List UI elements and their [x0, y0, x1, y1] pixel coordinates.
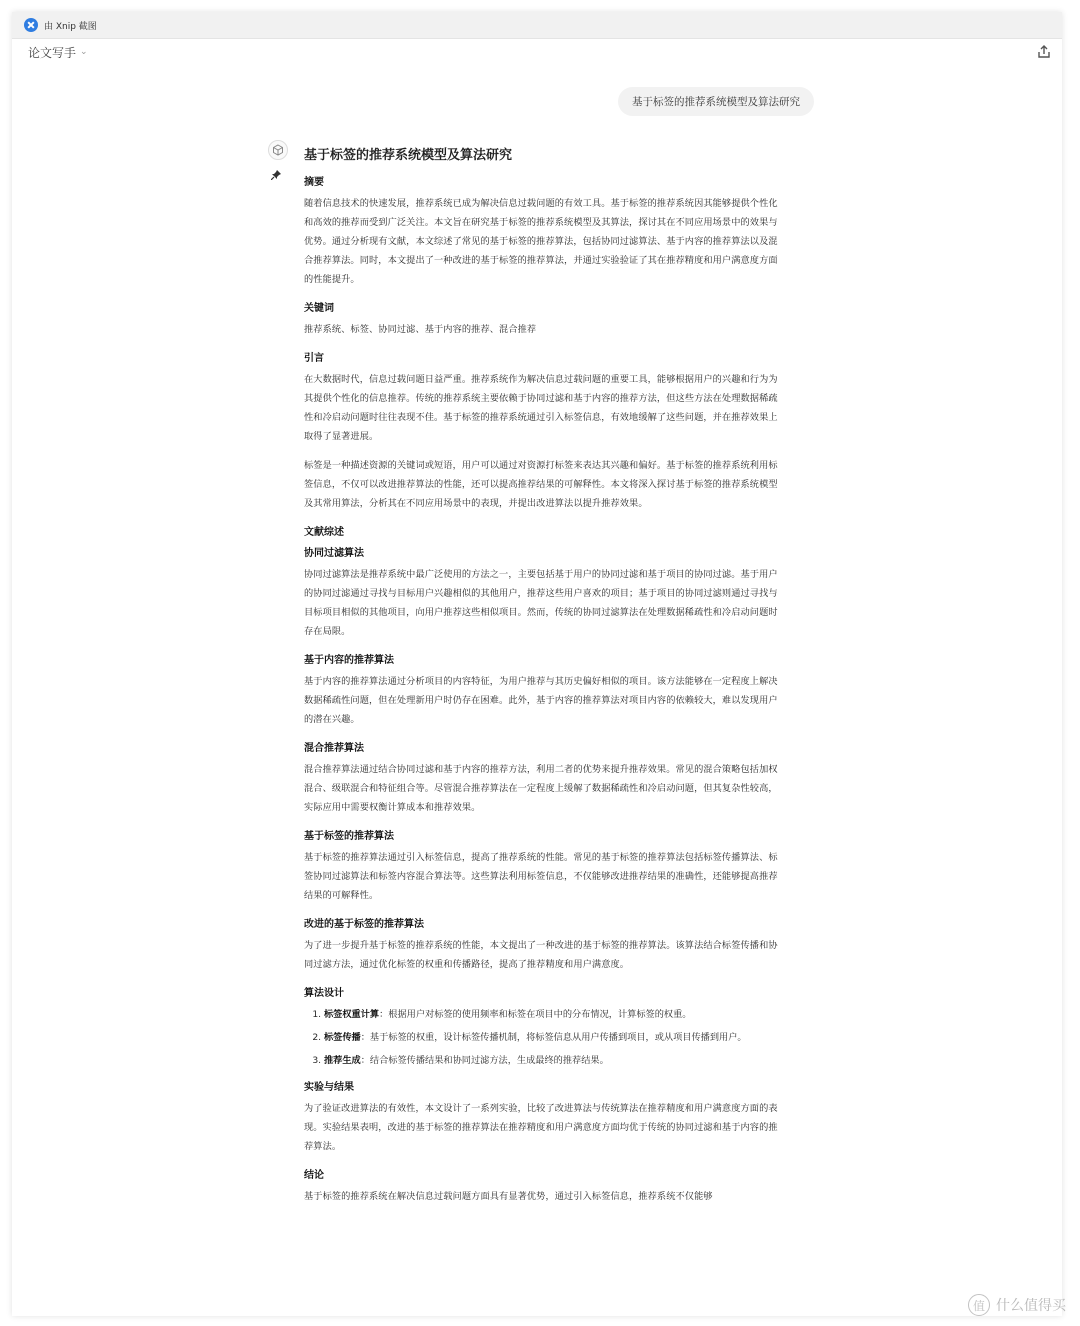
subheading-hybrid: 混合推荐算法 — [304, 743, 364, 754]
subheading-tag-based: 基于标签的推荐算法 — [304, 831, 394, 842]
list-item — [324, 1051, 780, 1070]
subheading-cf: 协同过滤算法 — [304, 548, 364, 559]
subheading-design: 算法设计 — [304, 988, 344, 999]
step-text: ：基于标签的权重，设计标签传播机制，将标签信息从用户传播到项目，或从项目传播到用户。 — [360, 1032, 747, 1043]
subheading-experiments: 实验与结果 — [304, 1082, 354, 1093]
section-heading-keywords: 关键词 — [304, 303, 334, 314]
watermark-logo-icon: 值 — [968, 1294, 990, 1316]
section-heading-abstract: 摘要 — [304, 177, 324, 188]
model-name: 论文写手 — [28, 45, 77, 60]
conclusion-text: 基于标签的推荐系统在解决信息过载问题方面具有显著优势，通过引入标签信息，推荐系统不仅能够 — [304, 1191, 713, 1202]
site-watermark — [968, 1294, 1066, 1316]
section-heading-intro: 引言 — [304, 353, 324, 364]
intro-paragraph-1: 在大数据时代，信息过载问题日益严重。推荐系统作为解决信息过载问题的重要工具，能够根据用户的兴趣和行为为其提供个性化的信息推荐。传统的推荐系统主要依赖于协同过滤和基于内容的推荐方法，但这些方法在处理数据稀疏性和冷启动问题时往往表现不佳。基于标签的推荐系统通过引入标签信息，有效地缓解了这些问题，并在推荐效果上取得了显著进展。 — [304, 374, 778, 442]
list-item — [324, 1005, 780, 1024]
step-term: 标签权重计算 — [324, 1009, 380, 1020]
xnip-logo-icon — [24, 18, 38, 32]
pin-icon[interactable] — [271, 170, 281, 183]
model-selector[interactable] — [28, 44, 88, 61]
tag-based-text: 基于标签的推荐算法通过引入标签信息，提高了推荐系统的性能。常见的基于标签的推荐算法包括标签传播算法、标签协同过滤算法和标签内容混合算法等。这些算法利用标签信息，不仅能够改进推荐结果的准确性，还能够提高推荐结果的可解释性。 — [304, 852, 778, 901]
hybrid-text: 混合推荐算法通过结合协同过滤和基于内容的推荐方法，利用二者的优势来提升推荐效果。常见的混合策略包括加权混合、级联混合和特征组合等。尽管混合推荐算法在一定程度上缓解了数据稀疏性和冷启动问题，但其复杂性较高，实际应用中需要权衡计算成本和推荐效果。 — [304, 764, 778, 813]
content-based-text: 基于内容的推荐算法通过分析项目的内容特征，为用户推荐与其历史偏好相似的项目。该方法能够在一定程度上解决数据稀疏性问题，但在处理新用户时仍存在困难。此外，基于内容的推荐算法对项目内容的依赖较大，难以发现用户的潜在兴趣。 — [304, 676, 778, 725]
step-term: 推荐生成 — [324, 1055, 361, 1066]
design-steps-list — [304, 1005, 780, 1070]
user-message-bubble: 基于标签的推荐系统模型及算法研究 — [618, 87, 814, 116]
improved-text: 为了进一步提升基于标签的推荐系统的性能，本文提出了一种改进的基于标签的推荐算法。该算法结合标签传播和协同过滤方法，通过优化标签的权重和传播路径，提高了推荐精度和用户满意度。 — [304, 940, 778, 970]
assistant-avatar — [268, 140, 288, 160]
abstract-text: 随着信息技术的快速发展，推荐系统已成为解决信息过载问题的有效工具。基于标签的推荐系统因其能够提供个性化和高效的推荐而受到广泛关注。本文旨在研究基于标签的推荐系统模型及其算法，探讨其在不同应用场景中的效果与优势。通过分析现有文献，本文综述了常见的基于标签的推荐算法，包括协同过滤算法、基于内容的推荐算法以及混合推荐算法。同时，本文提出了一种改进的基于标签的推荐算法，并通过实验验证了其在推荐精度和用户满意度方面的性能提升。 — [304, 198, 778, 285]
step-term: 标签传播 — [324, 1032, 361, 1043]
subheading-conclusion: 结论 — [304, 1170, 324, 1181]
watermark-text: 什么值得买 — [996, 1298, 1066, 1314]
subheading-improved: 改进的基于标签的推荐算法 — [304, 919, 424, 930]
chevron-down-icon: ⌄ — [80, 47, 88, 57]
intro-paragraph-2: 标签是一种描述资源的关键词或短语，用户可以通过对资源打标签来表达其兴趣和偏好。基于标签的推荐系统利用标签信息，不仅可以改进推荐算法的性能，还可以提高推荐结果的可解释性。本文将深入探讨基于标签的推荐系统模型及其常用算法，分析其在不同应用场景中的表现，并提出改进算法以提升推荐效果。 — [304, 460, 778, 509]
subheading-content-based: 基于内容的推荐算法 — [304, 655, 394, 666]
app-window — [12, 12, 1062, 1316]
share-icon[interactable] — [1036, 44, 1052, 60]
step-text: ：根据用户对标签的使用频率和标签在项目中的分布情况，计算标签的权重。 — [379, 1009, 692, 1020]
keywords-text: 推荐系统、标签、协同过滤、基于内容的推荐、混合推荐 — [304, 324, 537, 335]
response-title: 基于标签的推荐系统模型及算法研究 — [304, 148, 513, 163]
assistant-response — [304, 140, 780, 1216]
cf-text: 协同过滤算法是推荐系统中最广泛使用的方法之一，主要包括基于用户的协同过滤和基于项目的协同过滤。基于用户的协同过滤通过寻找与目标用户兴趣相似的其他用户，推荐这些用户喜欢的项目；基于项目的协同过滤则通过寻找与目标项目相似的其他项目，向用户推荐这些相似项目。然而，传统的协同过滤算法在处理数据稀疏性和冷启动问题时存在局限。 — [304, 569, 778, 637]
step-text: ：结合标签传播结果和协同过滤方法，生成最终的推荐结果。 — [360, 1055, 609, 1066]
xnip-capture-bar — [12, 12, 1062, 39]
top-bar — [12, 39, 1062, 65]
list-item — [324, 1028, 780, 1047]
xnip-label: 由 Xnip 截图 — [44, 21, 97, 32]
experiments-text: 为了验证改进算法的有效性，本文设计了一系列实验，比较了改进算法与传统算法在推荐精度和用户满意度方面的表现。实验结果表明，改进的基于标签的推荐算法在推荐精度和用户满意度方面均优于传统的协同过滤和基于内容的推荐算法。 — [304, 1103, 778, 1152]
section-heading-review: 文献综述 — [304, 527, 344, 538]
